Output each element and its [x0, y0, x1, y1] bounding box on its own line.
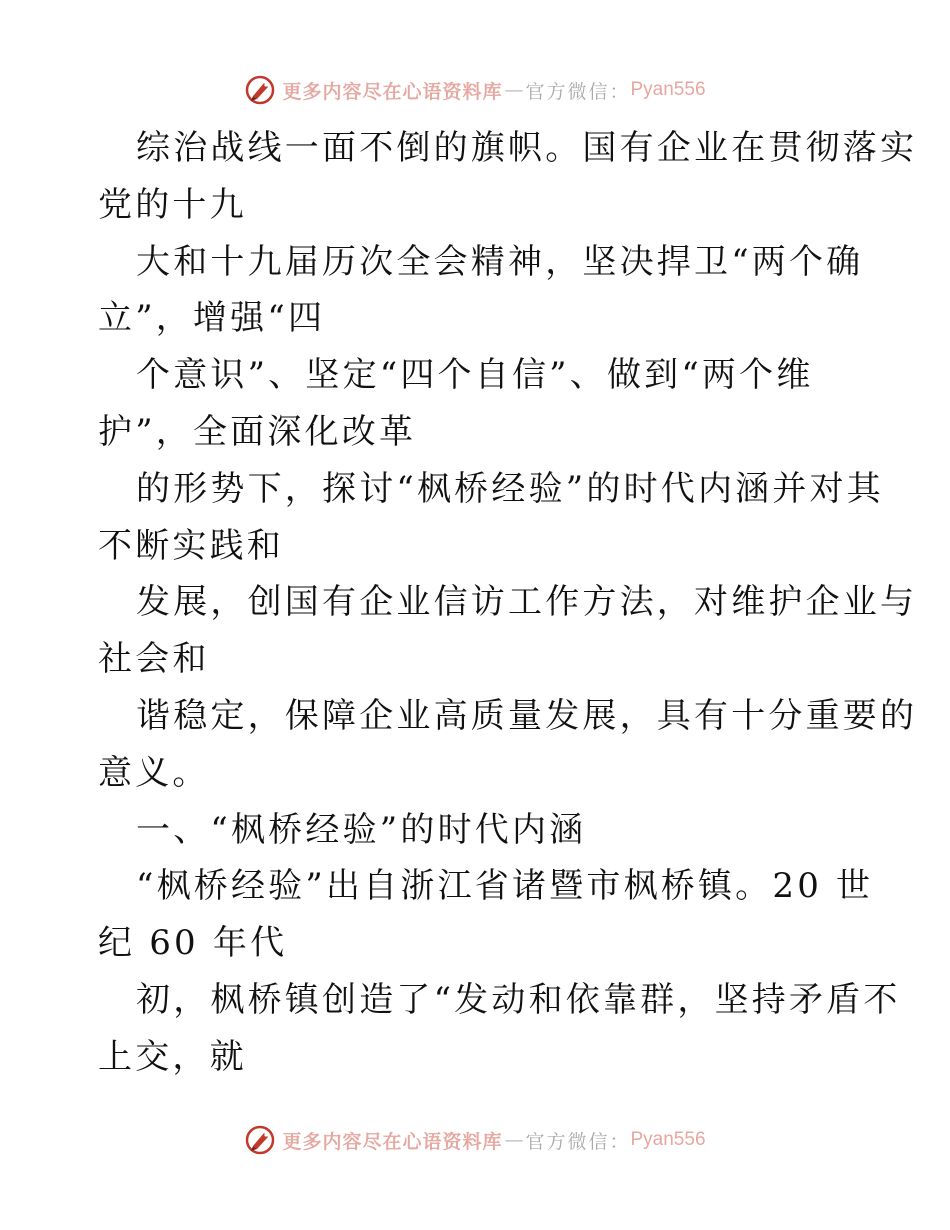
watermark-dash: — — [504, 79, 524, 101]
text-line: 护”，全面深化改革 — [98, 411, 417, 452]
text-line: 大和十九届历次全会精神，坚决捍卫“两个确 — [136, 241, 864, 282]
watermark-wechat-label: 官方微信： — [525, 80, 631, 103]
document-body — [98, 120, 918, 1086]
text-line: 个意识”、坚定“四个自信”、做到“两个维 — [136, 355, 814, 396]
text-line: 初，枫桥镇创造了“发动和依靠群，坚持矛盾不 — [136, 979, 901, 1020]
text-line: 综治战线一面不倒的旗帜。国有企业在贯彻落实 — [136, 128, 918, 168]
text-line: 纪 60 年代 — [98, 923, 288, 964]
pen-logo-icon — [244, 74, 276, 106]
watermark-brand: 更多内容尽在心语资料库 — [282, 80, 503, 103]
header-watermark-banner — [0, 70, 950, 110]
text-line: 谐稳定，保障企业高质量发展，具有十分重要的 — [136, 695, 918, 736]
text-line: 的形势下，探讨“枫桥经验”的时代内涵并对其 — [136, 468, 884, 509]
watermark-wechat-label: 官方微信： — [525, 1130, 631, 1153]
watermark-brand: 更多内容尽在心语资料库 — [282, 1130, 503, 1153]
text-line: 发展，创国有企业信访工作方法，对维护企业与 — [136, 582, 918, 623]
watermark-dash: — — [504, 1129, 524, 1151]
watermark-handle: Pyan556 — [630, 79, 706, 100]
text-line: 不断实践和 — [98, 525, 284, 566]
text-line: 立”，增强“四 — [98, 298, 326, 339]
pen-logo-icon — [244, 1124, 276, 1156]
watermark-handle: Pyan556 — [630, 1129, 706, 1150]
text-line: 意义。 — [98, 752, 210, 793]
text-line: “枫桥经验”出自浙江省诸暨市枫桥镇。20 世 — [136, 866, 874, 907]
text-line: 社会和 — [98, 639, 210, 680]
text-line: 上交，就 — [98, 1036, 247, 1077]
footer-watermark-banner — [0, 1120, 950, 1160]
text-line: 党的十九 — [98, 184, 247, 225]
text-line: 一、“枫桥经验”的时代内涵 — [136, 809, 587, 850]
